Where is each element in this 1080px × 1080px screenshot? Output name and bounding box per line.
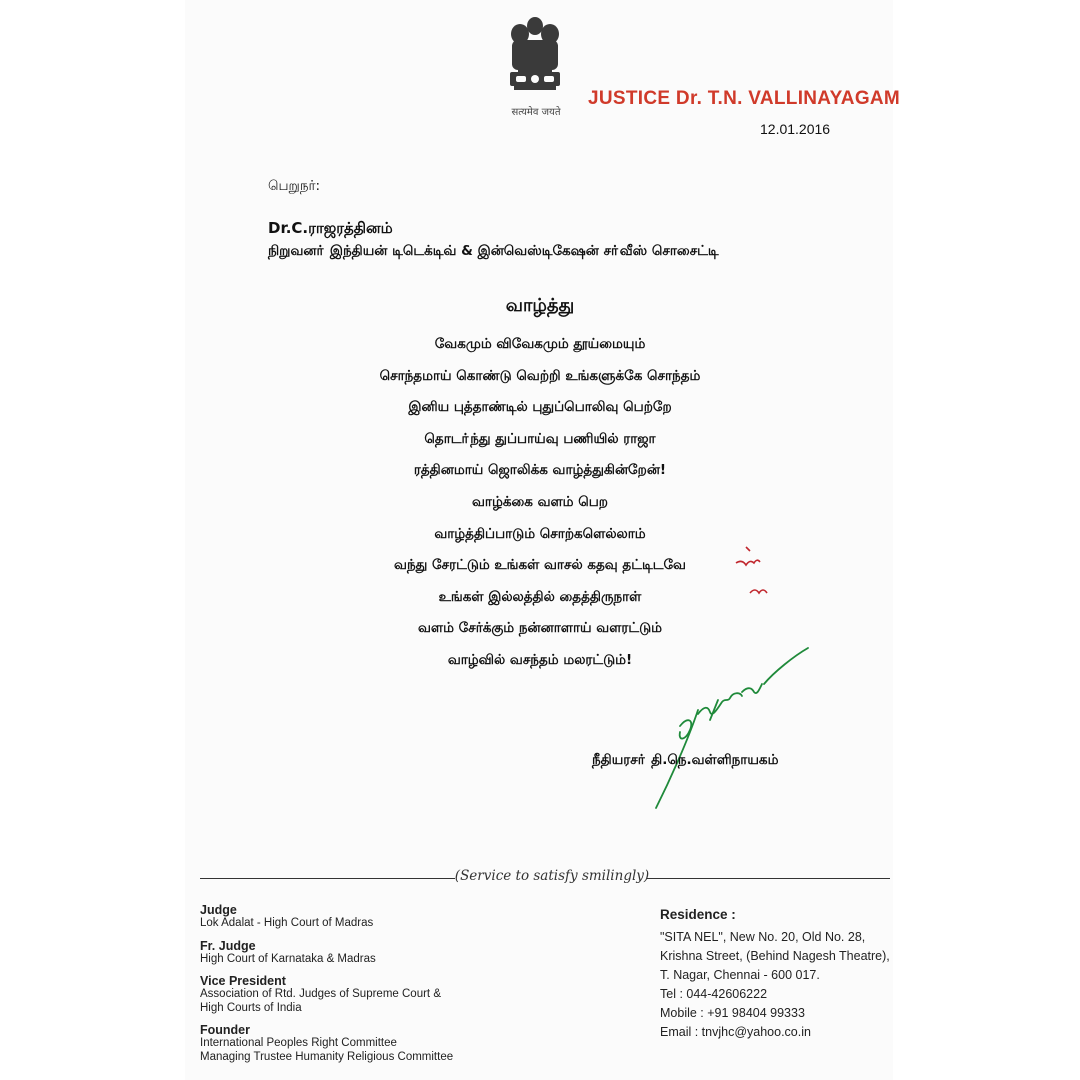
recipient-description: நிறுவனா் இந்தியன் டிடெக்டிவ் & இன்வெஸ்டிகேஷன் சா்வீஸ் சொசைட்டி [268, 243, 719, 259]
poem-line: இனிய புத்தாண்டில் புதுப்பொலிவு பெற்றே [408, 399, 672, 416]
email: Email : tnvjhc@yahoo.co.in [660, 1025, 811, 1039]
role-block [200, 1023, 620, 1064]
poem-line: ரத்தினமாய் ஜொலிக்க வாழ்த்துகின்றேன்! [413, 462, 667, 479]
role-text: Association of Rtd. Judges of Supreme Court & [200, 988, 441, 1000]
greeting-poem [290, 329, 790, 677]
role-heading: Fr. Judge [200, 938, 256, 953]
telephone: Tel : 044-42606222 [660, 987, 768, 1001]
poem-line: வளம் சேர்க்கும் நன்னாளாய் வளரட்டும் [417, 620, 663, 637]
to-label: பெறுநர்: [268, 178, 321, 194]
residence-block [660, 905, 900, 1042]
role-heading: Vice President [200, 974, 286, 988]
red-pen-mark-icon [728, 535, 778, 605]
motto-row [200, 866, 890, 890]
poem-line: வாழ்த்திப்பாடும் சொற்களெல்லாம் [434, 525, 646, 542]
divider-line [647, 878, 890, 879]
mobile: Mobile : +91 98404 99333 [660, 1006, 805, 1020]
letterhead-name: JUSTICE Dr. T.N. VALLINAYAGAM [588, 88, 901, 109]
role-text: Managing Trustee Humanity Religious Committee [200, 1050, 454, 1063]
divider-line [200, 878, 455, 879]
poem-line: வாழ்க்கை வளம் பெற [472, 493, 608, 510]
address-line: Krishna Street, (Behind Nagesh Theatre), [660, 949, 890, 963]
role-block [200, 903, 620, 931]
poem-line: வாழ்வில் வசந்தம் மலரட்டும்! [447, 651, 633, 668]
role-text: International Peoples Right Committee [200, 1037, 397, 1049]
address-line: "SITA NEL", New No. 20, Old No. 28, [660, 930, 866, 944]
recipient-name: Dr.C.ராஜரத்தினம் [268, 219, 393, 237]
letter-date: 12.01.2016 [760, 121, 831, 137]
role-text: High Courts of India [200, 1001, 302, 1014]
roles-list [200, 903, 620, 1072]
poem-line: தொடா்ந்து துப்பாய்வு பணியில் ராஜா [424, 430, 656, 447]
role-block [200, 974, 620, 1015]
motto-text: (Service to satisfy smilingly) [454, 868, 650, 884]
role-heading: Judge [200, 903, 237, 917]
poem-line: சொந்தமாய் கொண்டு வெற்றி உங்களுக்கே சொந்தம் [379, 367, 701, 384]
residence-heading: Residence : [660, 907, 736, 922]
poem-line: வேகமும் விவேகமும் தூய்மையும் [434, 336, 646, 352]
greeting-title: வாழ்த்து [505, 295, 575, 316]
poem-line: உங்கள் இல்லத்தில் தைத்திருநாள் [438, 588, 642, 605]
emblem-caption: सत्यमेव जयते [511, 107, 561, 118]
role-block [200, 939, 620, 967]
address-line: T. Nagar, Chennai - 600 017. [660, 968, 820, 982]
role-text: High Court of Karnataka & Madras [200, 952, 376, 965]
signatory-name: நீதியரசா் தி.நெ.வள்ளிநாயகம் [592, 752, 779, 768]
handwritten-signature [640, 640, 820, 820]
role-text: Lok Adalat - High Court of Madras [200, 917, 374, 929]
role-heading: Founder [200, 1023, 250, 1037]
poem-line: வந்து சேரட்டும் உங்கள் வாசல் கதவு தட்டிடவே [394, 557, 686, 574]
